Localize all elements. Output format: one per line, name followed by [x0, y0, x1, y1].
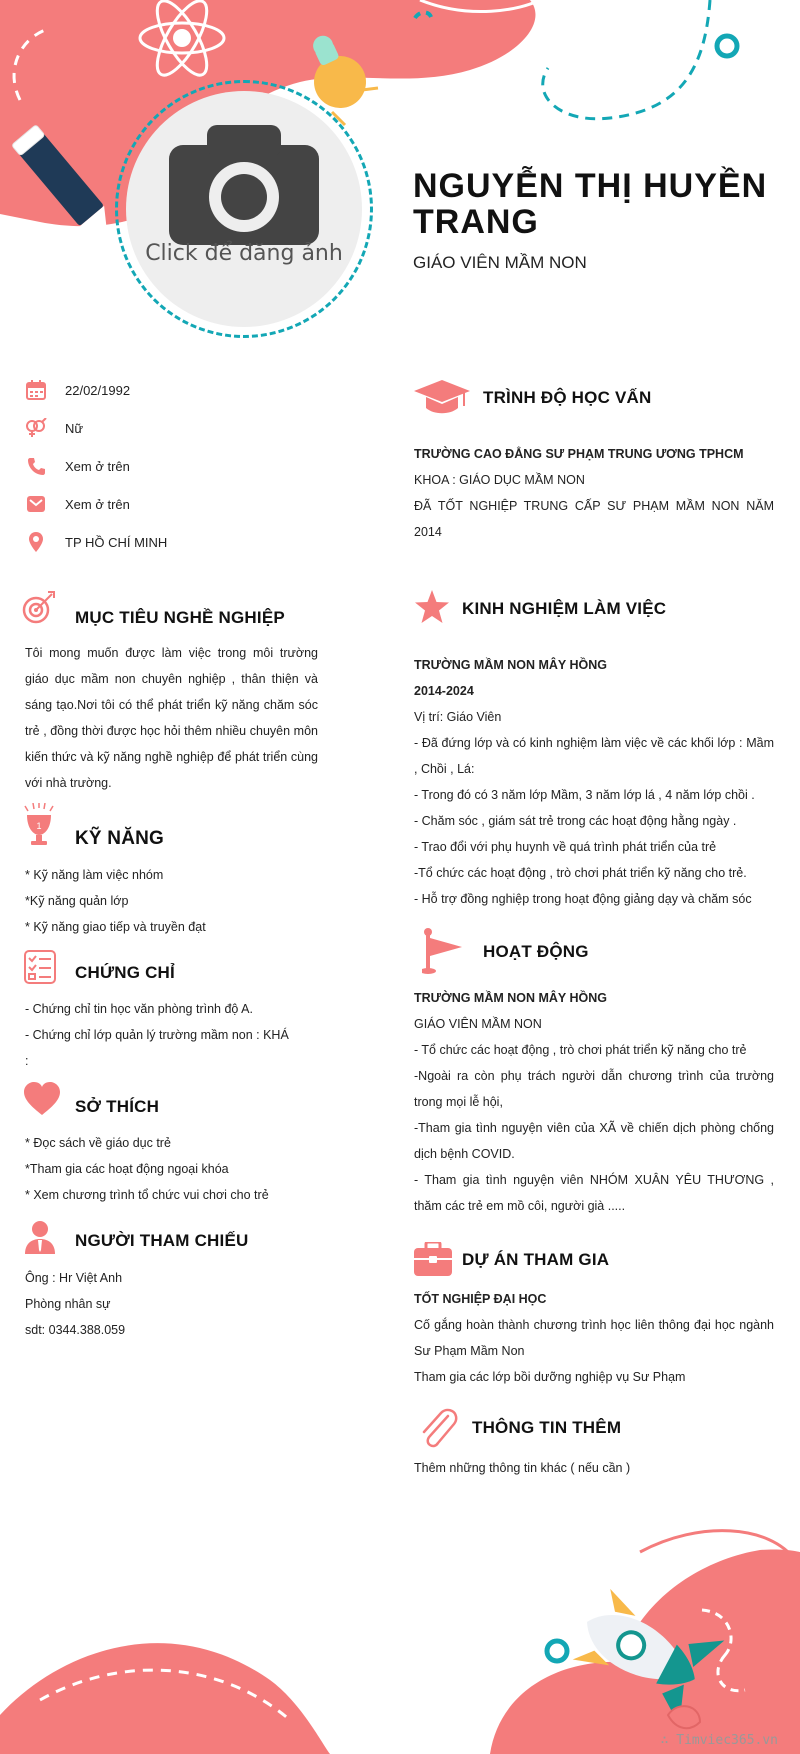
hobbies-title: SỞ THÍCH: [75, 1097, 160, 1116]
hobby-item: * Đọc sách về giáo dục trẻ: [25, 1136, 171, 1150]
education-title: TRÌNH ĐỘ HỌC VẤN: [483, 388, 652, 407]
address-value: TP HỒ CHÍ MINH: [65, 534, 168, 550]
activities-title: HOẠT ĐỘNG: [483, 942, 589, 961]
briefcase-icon: [414, 1242, 452, 1276]
activity-item: - Tổ chức các hoạt động , trò chơi phát triển kỹ năng cho trẻ: [414, 1043, 747, 1057]
calendar-icon: [26, 380, 46, 400]
project-name: TỐT NGHIỆP ĐẠI HỌC: [414, 1292, 547, 1306]
projects-title: DỰ ÁN THAM GIA: [462, 1250, 610, 1269]
skills-list: [25, 862, 320, 940]
person-icon: [25, 1220, 55, 1254]
graduation-cap-icon: [414, 380, 470, 416]
contact-gender: [25, 417, 83, 439]
brand-text: Timviec365.vn: [676, 1733, 778, 1748]
contact-address: [25, 531, 167, 553]
objective-title: MỤC TIÊU NGHỀ NGHIỆP: [75, 608, 285, 627]
contact-phone: [25, 455, 130, 477]
activities-block: [414, 985, 774, 1219]
email-icon: [27, 496, 45, 512]
experience-item: - Trao đổi với phụ huynh về quá trình phát triển của trẻ: [414, 840, 717, 854]
candidate-name: NGUYỄN THỊ HUYỀN TRANG: [413, 167, 768, 241]
education-school: TRƯỜNG CAO ĐẲNG SƯ PHẠM TRUNG ƯƠNG TPHCM: [414, 447, 744, 461]
project-item: Tham gia các lớp bồi dưỡng nghiệp vụ Sư Phạm: [414, 1370, 686, 1384]
references-list: [25, 1265, 325, 1343]
avatar-upload[interactable]: [115, 80, 373, 338]
avatar: [126, 91, 362, 327]
email-value: Xem ở trên: [65, 496, 130, 512]
svg-text:1: 1: [36, 821, 42, 831]
activities-role: GIÁO VIÊN MẦM NON: [414, 1017, 542, 1031]
phone-value: Xem ở trên: [65, 458, 130, 474]
experience-item: - Chăm sóc , giám sát trẻ trong các hoạt động hằng ngày .: [414, 814, 737, 828]
certificate-item: - Chứng chỉ lớp quản lý trường mầm non : KHÁ: [25, 1028, 289, 1042]
gender-icon: [25, 418, 47, 438]
certificate-item: :: [25, 1054, 29, 1068]
objective-text: Tôi mong muốn được làm việc trong môi trường giáo dục mầm non chuyên nghiệp , thân thiện và sáng tạo.Nơi tôi có thể phát triển kỹ năng chăm sóc trẻ , đồng thời được học hỏi thêm nhiều chuyên môn kiến thức và kỹ năng nghề nghiệp để phát triển cùng với nhà trường.: [25, 646, 318, 790]
target-icon: [22, 590, 56, 624]
gender-value: Nữ: [65, 420, 84, 436]
phone-icon: [27, 457, 45, 475]
location-pin-icon: [29, 532, 43, 552]
experience-title: KINH NGHIỆM LÀM VIỆC: [462, 599, 667, 618]
hobby-item: * Xem chương trình tổ chức vui chơi cho trẻ: [25, 1188, 269, 1202]
hobbies-list: [25, 1130, 325, 1208]
flag-icon: [422, 928, 462, 974]
references-title: NGƯỜI THAM CHIẾU: [75, 1231, 249, 1250]
hobby-item: *Tham gia các hoạt động ngoại khóa: [25, 1162, 229, 1176]
checklist-icon: [24, 950, 56, 984]
heart-icon: [23, 1082, 61, 1116]
skill-item: * Kỹ năng giao tiếp và truyền đạt: [25, 920, 206, 934]
activity-item: - Tham gia tình nguyện viên NHÓM XUÂN YÊU THƯƠNG , thăm các trẻ em mồ côi, người già .....: [414, 1173, 774, 1213]
activity-item: -Tham gia tình nguyện viên của XÃ về chiến dịch phòng chống dịch bệnh COVID.: [414, 1121, 774, 1161]
brand-watermark: ∴ Timviec365.vn: [660, 1733, 778, 1748]
contact-email: [25, 493, 130, 515]
contact-birthday: [25, 379, 130, 401]
experience-item: - Trong đó có 3 năm lớp Mầm, 3 năm lớp lá , 4 năm lớp chồi .: [414, 788, 755, 802]
experience-block: [414, 652, 774, 912]
education-note: ĐÃ TỐT NGHIỆP TRUNG CẤP SƯ PHẠM MẦM NON NĂM 2014: [414, 499, 774, 539]
extra-title: THÔNG TIN THÊM: [472, 1418, 622, 1437]
star-icon: [414, 590, 450, 624]
reference-item: sdt: 0344.388.059: [25, 1323, 126, 1337]
experience-period: 2014-2024: [414, 684, 474, 698]
skill-item: * Kỹ năng làm việc nhóm: [25, 868, 164, 882]
birthday-value: 22/02/1992: [65, 382, 131, 398]
trophy-icon: [22, 803, 56, 847]
photo-caption: Click để đăng ảnh: [145, 241, 343, 266]
candidate-position: GIÁO VIÊN MẦM NON: [413, 253, 587, 272]
education-block: [414, 441, 774, 545]
camera-icon: [169, 125, 319, 245]
projects-block: [414, 1286, 774, 1390]
project-item: Cố gắng hoàn thành chương trình học liên thông đại học ngành Sư Phạm Mầm Non: [414, 1318, 774, 1358]
experience-company: TRƯỜNG MẦM NON MÂY HỒNG: [414, 658, 608, 672]
extra-text: Thêm những thông tin khác ( nếu cần ): [414, 1461, 631, 1475]
experience-role: Vị trí: Giáo Viên: [414, 710, 502, 724]
certificates-list: [25, 996, 325, 1074]
paperclip-icon: [418, 1408, 458, 1448]
experience-item: -Tổ chức các hoạt động , trò chơi phát triển kỹ năng cho trẻ.: [414, 866, 747, 880]
activity-item: -Ngoài ra còn phụ trách người dẫn chương trình của trường trong mọi lễ hội,: [414, 1069, 774, 1109]
activities-org: TRƯỜNG MẦM NON MÂY HỒNG: [414, 991, 608, 1005]
skills-title: KỸ NĂNG: [75, 828, 165, 849]
experience-item: - Hỗ trợ đồng nghiệp trong hoạt động giảng dạy và chăm sóc: [414, 892, 752, 906]
reference-item: Ông : Hr Việt Anh: [25, 1271, 123, 1285]
reference-item: Phòng nhân sự: [25, 1297, 111, 1311]
certificates-title: CHỨNG CHỈ: [75, 963, 175, 982]
skill-item: *Kỹ năng quản lớp: [25, 894, 129, 908]
education-faculty: KHOA : GIÁO DỤC MẦM NON: [414, 473, 585, 487]
experience-item: - Đã đứng lớp và có kinh nghiệm làm việc về các khối lớp : Mầm , Chồi , Lá:: [414, 736, 774, 776]
certificate-item: - Chứng chỉ tin học văn phòng trình độ A.: [25, 1002, 253, 1016]
